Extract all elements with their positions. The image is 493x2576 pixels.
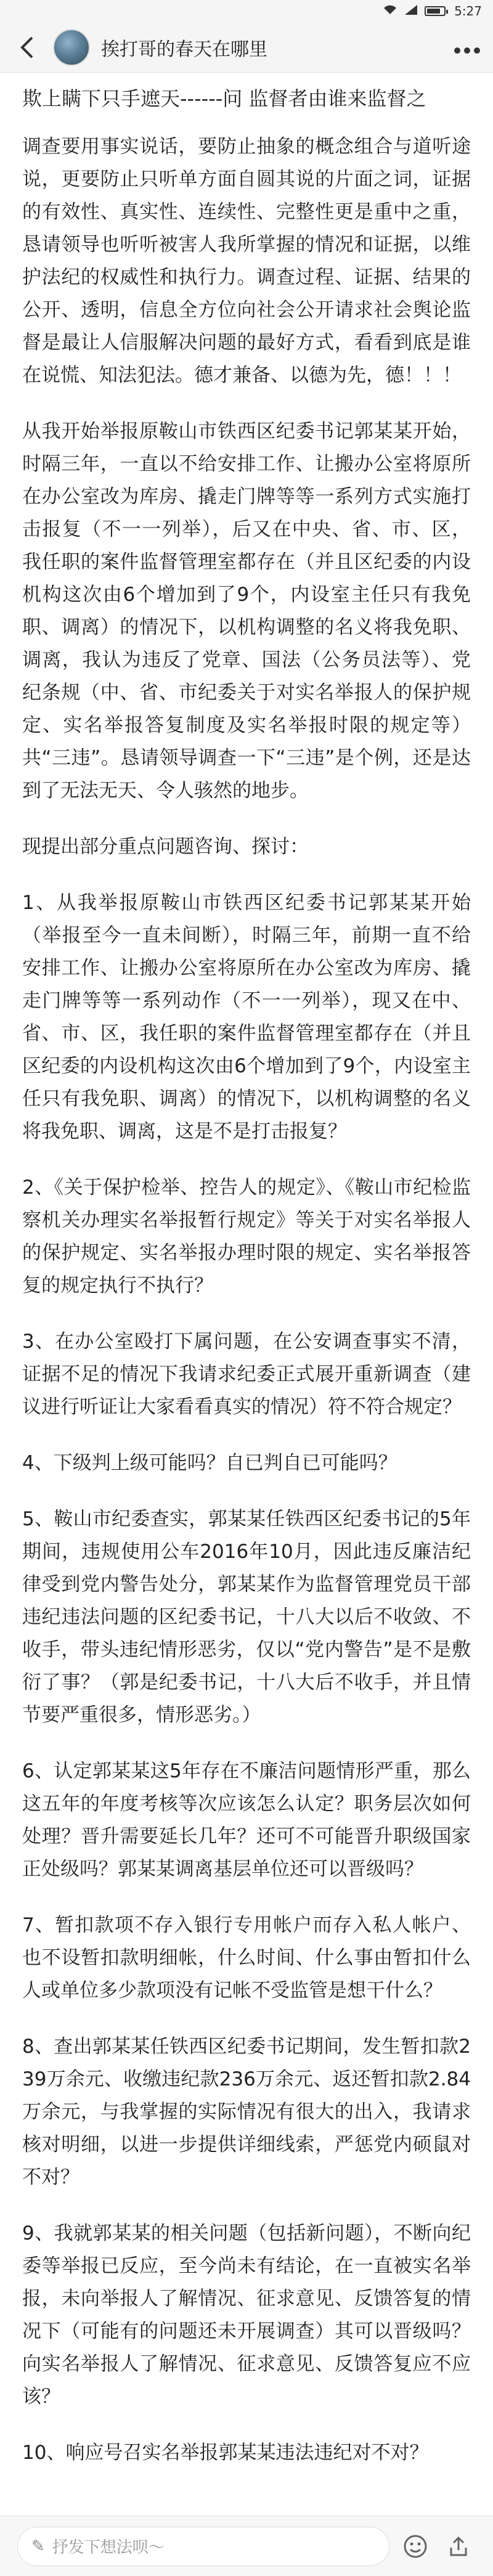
wifi-icon bbox=[383, 4, 397, 18]
post-paragraph-7: 4、下级判上级可能吗？自已判自已可能吗？ bbox=[22, 1452, 397, 1474]
post-paragraph-2: 从我开始举报原鞍山市铁西区纪委书记郭某某开始，时隔三年，一直以不给安排工作、让搬办公室将原所在办公室改为库房、撬走门牌等等一系列方式实施打击报复（不一一列举），后又在中央、省、市、区，我任职的案件监督管理室都存在（并且区纪委的内设机构这次由6个增加到了9个，内设室主任只有我免职、调离）的情况下，以机构调整的名义将我免职、调离，我认为违反了党章、国法（公务员法等）、党纪条规（中、省、市纪委关于对实名举报人的保护规定、实名举报答复制度及实名举报时限的规定等）共“三违”。恳请领导调查一下“三违”是个例，还是达到了无法无天、令人骇然的地步。 bbox=[22, 420, 471, 802]
post-paragraph-12: 9、我就郭某某的相关问题（包括新问题），不断向纪委等举报已反应，至今尚未有结论，在一直被实名举报，未向举报人了解情况、征求意见、反馈答复的情况下（可能有的问题还未开展调查）其可以晋级吗？向实名举报人了解情况、征求意见、反馈答复应不应该？ bbox=[22, 2222, 471, 2408]
more-icon bbox=[454, 47, 481, 54]
comment-input[interactable] bbox=[17, 2527, 389, 2566]
post-paragraph-5: 2、《关于保护检举、控告人的规定》、《鞍山市纪检监察机关办理实名举报暂行规定》等关于对实名举报人的保护规定、实名举报办理时限的规定、实名举报答复的规定执行不执行？ bbox=[22, 1176, 471, 1297]
signal-icon bbox=[404, 4, 418, 18]
page-title: 挨打哥的春天在哪里 bbox=[101, 38, 267, 60]
status-bar bbox=[0, 0, 493, 22]
share-button[interactable] bbox=[441, 2529, 476, 2564]
comment-bar bbox=[0, 2516, 493, 2576]
post-paragraph-4: 1、从我举报原鞍山市铁西区纪委书记郭某某开始（举报至今一直未间断），时隔三年，前期一直不给安排工作、让搬办公室将原所在办公室改为库房、撬走门牌等等一系列动作（不一一列举），现又在中、省、市、区，我任职的案件监督管理室都存在（并且区纪委的内设机构这次由6个增加到了9个，内设室主任只有我免职、调离）的情况下，以机构调整的名义将我免职、调离，这是不是打击报复？ bbox=[22, 892, 471, 1143]
comment-placeholder: 抒发下想法呗～ bbox=[52, 2538, 165, 2557]
post-paragraph-9: 6、认定郭某某这5年存在不廉洁问题情形严重，那么这五年的年度考核等次应该怎么认定？职务层次如何处理？晋升需要延长几年？还可不可能晋升职级国家正处级吗？郭某某调离基层单位还可以晋级吗？ bbox=[22, 1760, 471, 1880]
post-paragraph-6: 3、在办公室殴打下属问题，在公安调查事实不清，证据不足的情况下我请求纪委正式展开重新调查（建议进行听证让大家看看真实的情况）符不符合规定？ bbox=[22, 1331, 471, 1418]
battery-fill bbox=[427, 9, 440, 14]
emoji-button[interactable] bbox=[398, 2529, 433, 2564]
post-paragraph-3: 现提出部分重点问题咨询、探讨： bbox=[22, 836, 309, 858]
post-content bbox=[0, 73, 493, 2516]
post-paragraph-8: 5、鞍山市纪委查实，郭某某任铁西区纪委书记的5年期间，违规使用公车2016年10月，因此违反廉洁纪律受到党内警告处分，郭某某作为监督管理党员干部违纪违法问题的区纪委书记，十八大以后不收敛、不收手，带头违纪情形恶劣，仅以“党内警告”是不是敷衍了事？（郭是纪委书记，十八大后不收手，并且情节要严重很多，情形恶劣。） bbox=[22, 1508, 471, 1726]
emoji-icon bbox=[403, 2534, 428, 2559]
avatar[interactable] bbox=[53, 29, 90, 66]
post-paragraph-1: 调查要用事实说话，要防止抽象的概念组合与道听途说，更要防止只听单方面自圆其说的片面之词，证据的有效性、真实性、连续性、完整性更是重中之重，恳请领导也听听被害人我所掌握的情况和证据，以维护法纪的权威性和执行力。调查过程、证据、结果的公开、透明，信息全方位向社会公开请求社会舆论监督是最让人信服解决问题的最好方式，看看到底是谁在说慌、知法犯法。德才兼备、以德为先，德！！！ bbox=[22, 136, 471, 386]
pen-icon: ✎ bbox=[31, 2537, 45, 2556]
status-icons bbox=[383, 4, 446, 18]
battery-icon bbox=[425, 6, 446, 16]
more-options-button[interactable] bbox=[454, 35, 481, 60]
post-paragraph-13: 10、响应号召实名举报郭某某违法违纪对不对？ bbox=[22, 2442, 429, 2464]
post-paragraph-10: 7、暂扣款项不存入银行专用帐户而存入私人帐户、也不设暂扣款明细帐，什么时间、什么事由暂扣什么人或单位多少款项没有记帐不受监管是想干什么？ bbox=[22, 1914, 471, 2002]
back-button[interactable] bbox=[12, 33, 42, 62]
header bbox=[0, 22, 493, 73]
post-title: 欺上瞒下只手遮天------问 监督者由谁来监督之 bbox=[22, 87, 426, 110]
post-paragraph-11: 8、查出郭某某任铁西区纪委书记期间，发生暂扣款239万余元、收缴违纪款236万余元、返还暂扣款2.84万余元，与我掌握的实际情况有很大的出入，我请求核对明细，以进一步提供详细线索，严惩党内硕鼠对不对？ bbox=[22, 2036, 471, 2188]
share-icon bbox=[446, 2534, 471, 2559]
back-arrow-icon bbox=[20, 35, 35, 60]
status-time: 5:27 bbox=[454, 4, 482, 18]
